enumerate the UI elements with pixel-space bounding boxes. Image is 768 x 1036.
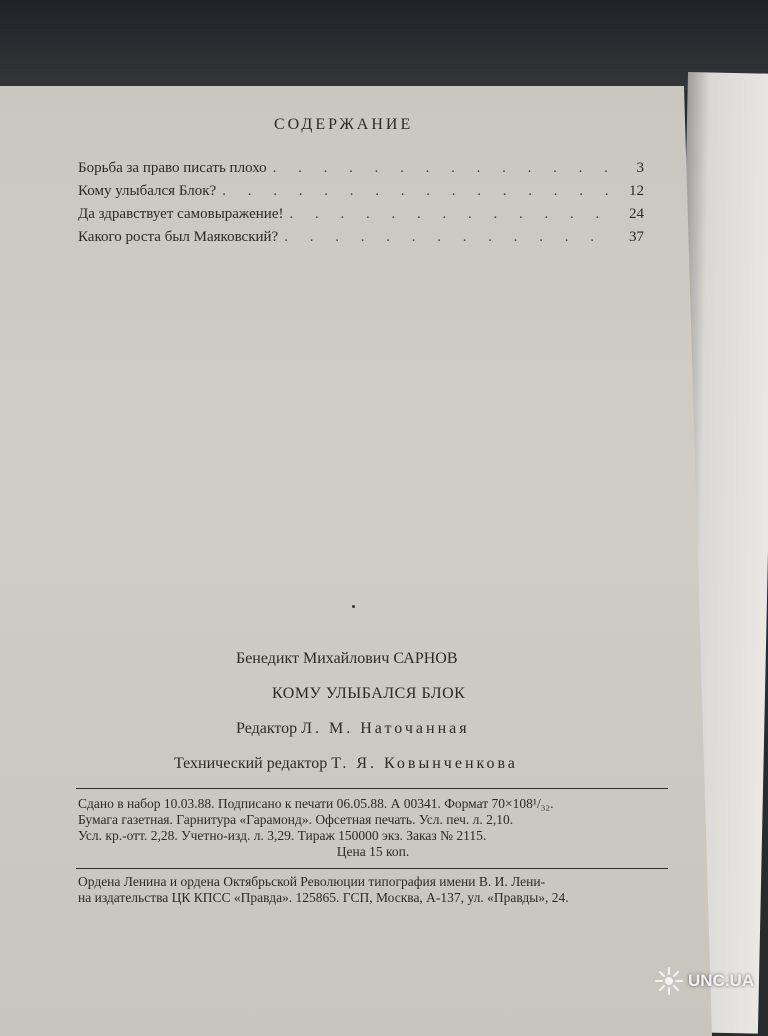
divider: [76, 788, 668, 789]
dot-leader: [222, 183, 614, 200]
imprint-block: [78, 796, 668, 860]
toc-entry-page: 3: [636, 160, 644, 176]
price: Цена 15 коп.: [336, 844, 410, 859]
toc-entry-title: Да здравствует самовыражение!: [78, 206, 284, 222]
dot-leader: [273, 160, 614, 177]
divider: [76, 868, 668, 869]
toc-heading: СОДЕРЖАНИЕ: [274, 116, 414, 133]
print-dot: [352, 605, 355, 608]
imprint-line: Бумага газетная. Гарнитура «Гарамонд». Офсетная печать. Усл. печ. л. 2,10.: [78, 812, 514, 827]
editor-label: Редактор: [236, 720, 298, 737]
dot-leader: [284, 229, 614, 246]
background-top: [0, 0, 768, 90]
toc-entry-title: Борьба за право писать плохо: [78, 160, 267, 176]
printer-line: Ордена Ленина и ордена Октябрьской Революции типография имени В. И. Лени-: [78, 874, 546, 889]
imprint-line: Сдано в набор 10.03.88. Подписано к печати 06.05.88. А 00341. Формат 70×108¹/₃₂.: [78, 796, 554, 811]
editor-credit: [236, 720, 470, 738]
toc-entry: [78, 160, 644, 183]
printer-info: [78, 874, 668, 906]
tech-editor-credit: [174, 755, 518, 773]
book-title: КОМУ УЛЫБАЛСЯ БЛОК: [272, 685, 466, 702]
toc-entry-page: 24: [629, 206, 644, 222]
editor-name: Л. М. Наточанная: [301, 720, 470, 737]
table-of-contents: [78, 160, 644, 252]
printer-line: на издательства ЦК КПСС «Правда». 125865. ГСП, Москва, А-137, ул. «Правды», 24.: [78, 890, 569, 905]
toc-entry-title: Кому улыбался Блок?: [78, 183, 217, 199]
toc-entry-page: 37: [629, 229, 644, 245]
toc-entry: [78, 183, 644, 206]
dot-leader: [289, 206, 614, 223]
sun-burst-icon: [654, 966, 684, 996]
watermark-text: UNC.UA: [688, 971, 755, 990]
tech-editor-label: Технический редактор: [174, 755, 328, 772]
toc-entry: [78, 206, 644, 229]
author-name: Бенедикт Михайлович САРНОВ: [236, 650, 458, 667]
toc-entry: [78, 229, 644, 252]
toc-entry-title: Какого роста был Маяковский?: [78, 229, 279, 245]
tech-editor-name: Т. Я. Ковынченкова: [331, 755, 518, 772]
watermark: [654, 966, 754, 996]
toc-entry-page: 12: [629, 183, 644, 199]
imprint-line: Усл. кр.-отт. 2,28. Учетно-изд. л. 3,29. Тираж 150000 экз. Заказ № 2115.: [78, 828, 487, 843]
